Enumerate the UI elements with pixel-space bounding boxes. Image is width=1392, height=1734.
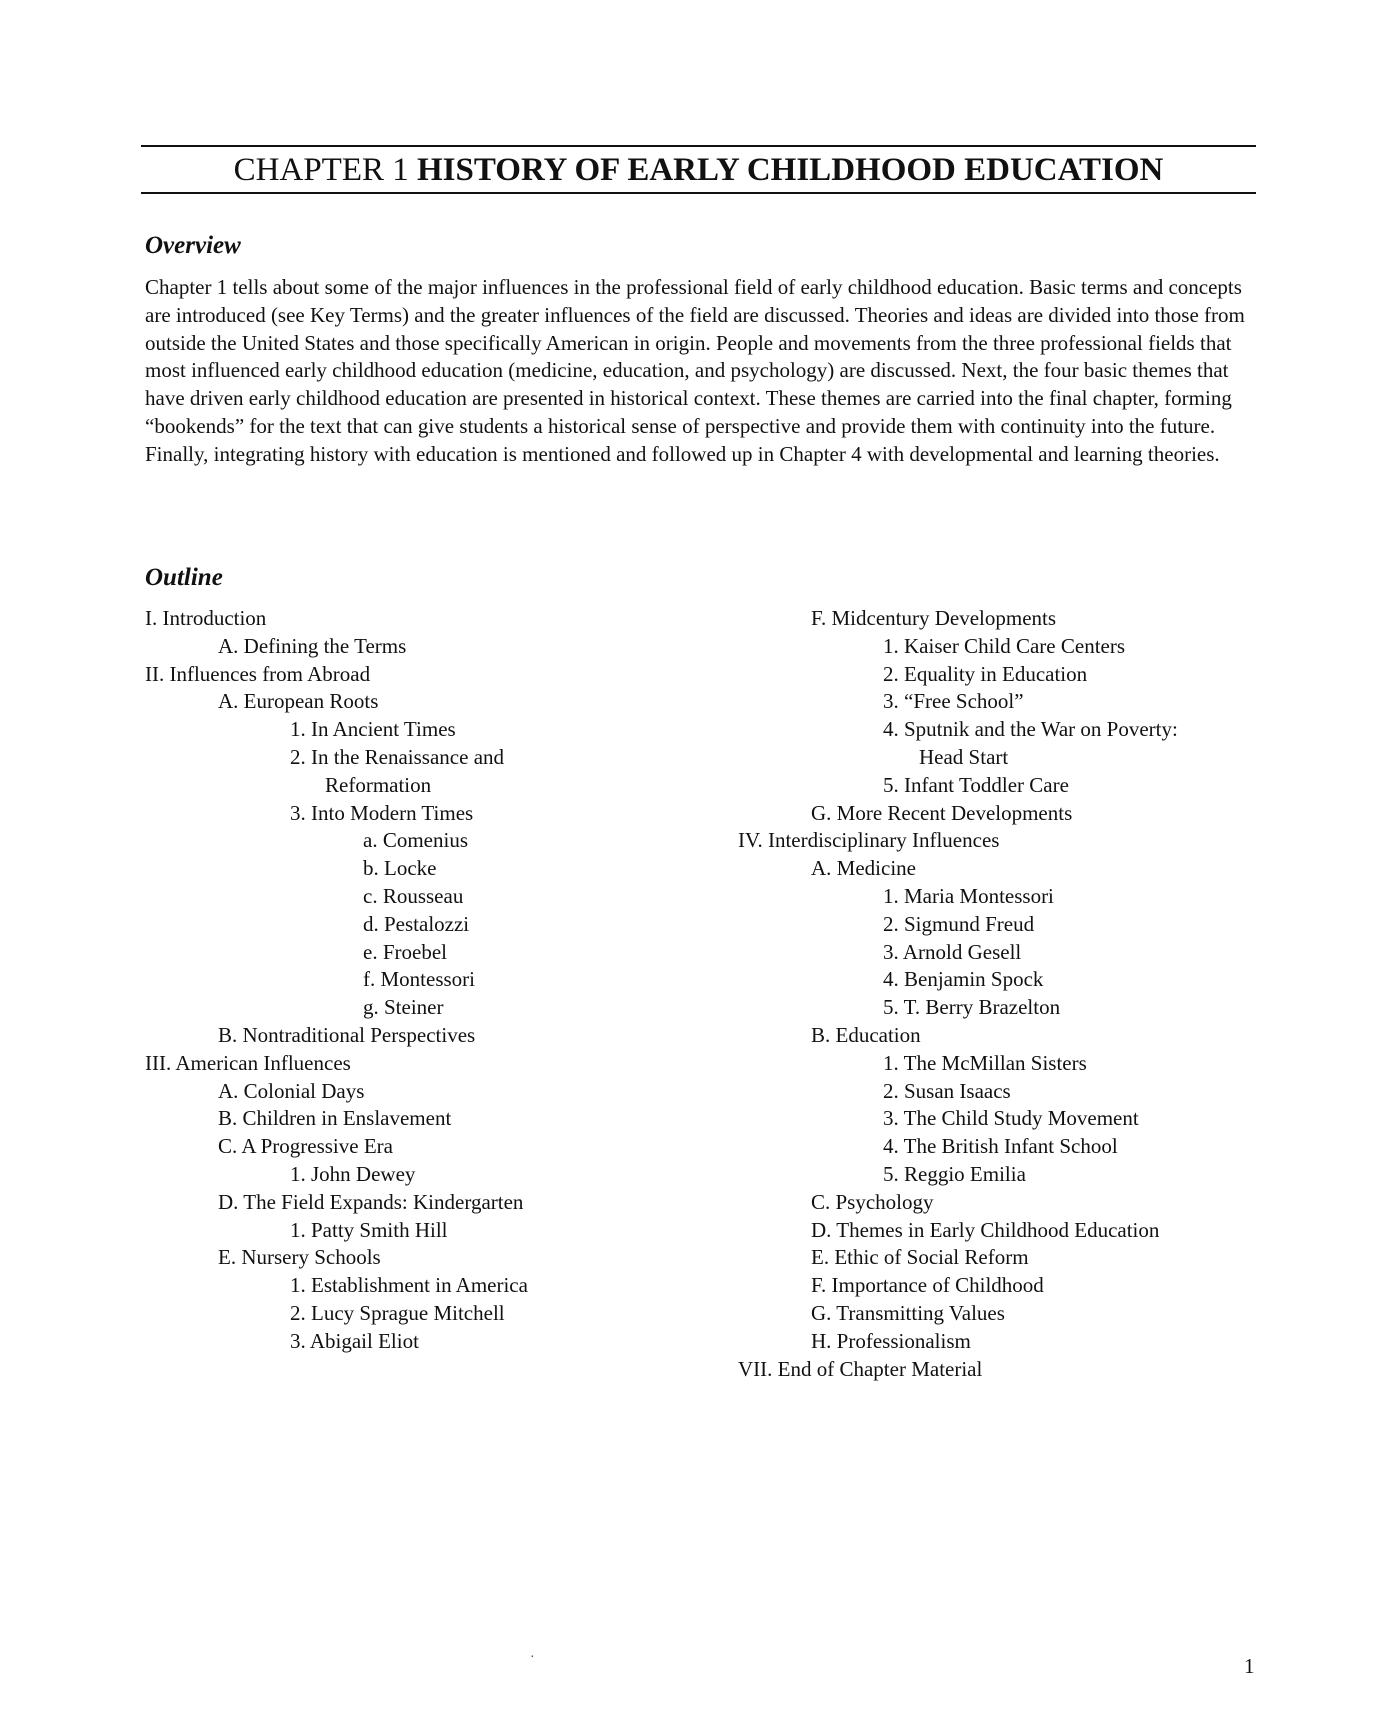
- outline-item: D. The Field Expands: Kindergarten: [218, 1189, 524, 1214]
- outline-item: 2. Sigmund Freud: [883, 911, 1035, 936]
- outline-item: 2. Equality in Education: [883, 661, 1088, 686]
- outline-item: 1. In Ancient Times: [290, 717, 456, 742]
- outline-item: 2. In the Renaissance and: [290, 744, 505, 769]
- outline-item: e. Froebel: [363, 939, 447, 964]
- outline-left-column: [145, 605, 705, 1356]
- outline-item: 3. The Child Study Movement: [883, 1106, 1139, 1131]
- outline-item: 2. Lucy Sprague Mitchell: [290, 1300, 505, 1325]
- page-number: 1: [1244, 1654, 1255, 1678]
- outline-item: E. Ethic of Social Reform: [811, 1245, 1029, 1270]
- outline-item: II. Influences from Abroad: [145, 661, 371, 686]
- outline-item: 3. Abigail Eliot: [290, 1328, 419, 1353]
- outline-item: 3. Into Modern Times: [290, 800, 474, 825]
- outline-item: Head Start: [919, 744, 1009, 769]
- outline-item: D. Themes in Early Childhood Education: [811, 1217, 1160, 1242]
- chapter-title-text: HISTORY OF EARLY CHILDHOOD EDUCATION: [417, 152, 1164, 188]
- footer-mark: ·: [530, 1650, 535, 1665]
- outline-item: g. Steiner: [363, 995, 444, 1020]
- outline-item: 1. Establishment in America: [290, 1273, 528, 1298]
- outline-item: A. Medicine: [811, 856, 916, 881]
- outline-item: 5. Reggio Emilia: [883, 1161, 1026, 1186]
- outline-item: c. Rousseau: [363, 883, 464, 908]
- outline-item: 4. The British Infant School: [883, 1134, 1118, 1159]
- outline-item: VII. End of Chapter Material: [738, 1356, 983, 1381]
- title-rule-top: [141, 145, 1256, 147]
- outline-item: 2. Susan Isaacs: [883, 1078, 1011, 1103]
- outline-item: 1. Maria Montessori: [883, 883, 1054, 908]
- outline-item: I. Introduction: [145, 606, 267, 630]
- outline-item: 1. The McMillan Sisters: [883, 1050, 1087, 1075]
- outline-item: B. Education: [811, 1022, 921, 1047]
- outline-item: IV. Interdisciplinary Influences: [738, 828, 1000, 853]
- outline-item: 1. Patty Smith Hill: [290, 1217, 448, 1242]
- outline-item: Reformation: [325, 772, 432, 797]
- outline-item: 4. Benjamin Spock: [883, 967, 1044, 992]
- outline-item: 5. T. Berry Brazelton: [883, 995, 1061, 1020]
- outline-item: 3. “Free School”: [883, 689, 1024, 714]
- outline-item: f. Montessori: [363, 967, 475, 992]
- outline-item: F. Midcentury Developments: [811, 606, 1057, 630]
- outline-item: d. Pestalozzi: [363, 911, 470, 936]
- outline-item: III. American Influences: [145, 1050, 351, 1075]
- outline-item: A. Colonial Days: [218, 1078, 365, 1103]
- outline-item: E. Nursery Schools: [218, 1245, 381, 1270]
- outline-item: B. Children in Enslavement: [218, 1106, 452, 1131]
- outline-item: a. Comenius: [363, 828, 468, 853]
- outline-item: 1. Kaiser Child Care Centers: [883, 633, 1126, 658]
- outline-item: 1. John Dewey: [290, 1161, 416, 1186]
- outline-item: F. Importance of Childhood: [811, 1273, 1044, 1298]
- overview-paragraph: Chapter 1 tells about some of the major influences in the professional field of early childhood education. Basic terms and concepts are introduced (see Key Terms) and the greater influences of the field are discussed. Theories and ideas are divided into those from outside the United States and those specifically American in origin. People and movements from the three professional fields that most influenced early childhood education (medicine, education, and psychology) are discussed. Next, the four basic themes that have driven early childhood education are presented in historical context. These themes are carried into the final chapter, forming “bookends” for the text that can give students a historical sense of perspective and provide them with continuity into the future. Finally, integrating history with education is mentioned and followed up in Chapter 4 with developmental and learning theories.: [145, 275, 1245, 466]
- outline-item: H. Professionalism: [811, 1328, 971, 1353]
- outline-item: b. Locke: [363, 856, 437, 881]
- outline-item: A. European Roots: [218, 689, 379, 714]
- outline-heading: Outline: [145, 564, 223, 591]
- outline-item: 5. Infant Toddler Care: [883, 772, 1069, 797]
- chapter-prefix: CHAPTER 1: [233, 152, 417, 188]
- outline-item: G. Transmitting Values: [811, 1300, 1005, 1325]
- outline-item: B. Nontraditional Perspectives: [218, 1022, 476, 1047]
- outline-right-column: [738, 605, 1298, 1383]
- outline-item: C. A Progressive Era: [218, 1134, 393, 1159]
- overview-heading: Overview: [145, 232, 241, 259]
- outline-item: 4. Sputnik and the War on Poverty:: [883, 717, 1178, 742]
- title-rule-bottom: [141, 192, 1256, 194]
- outline-item: C. Psychology: [811, 1189, 934, 1214]
- outline-item: A. Defining the Terms: [218, 633, 407, 658]
- outline-item: G. More Recent Developments: [811, 800, 1073, 825]
- chapter-title: [141, 150, 1256, 190]
- outline-item: 3. Arnold Gesell: [883, 939, 1022, 964]
